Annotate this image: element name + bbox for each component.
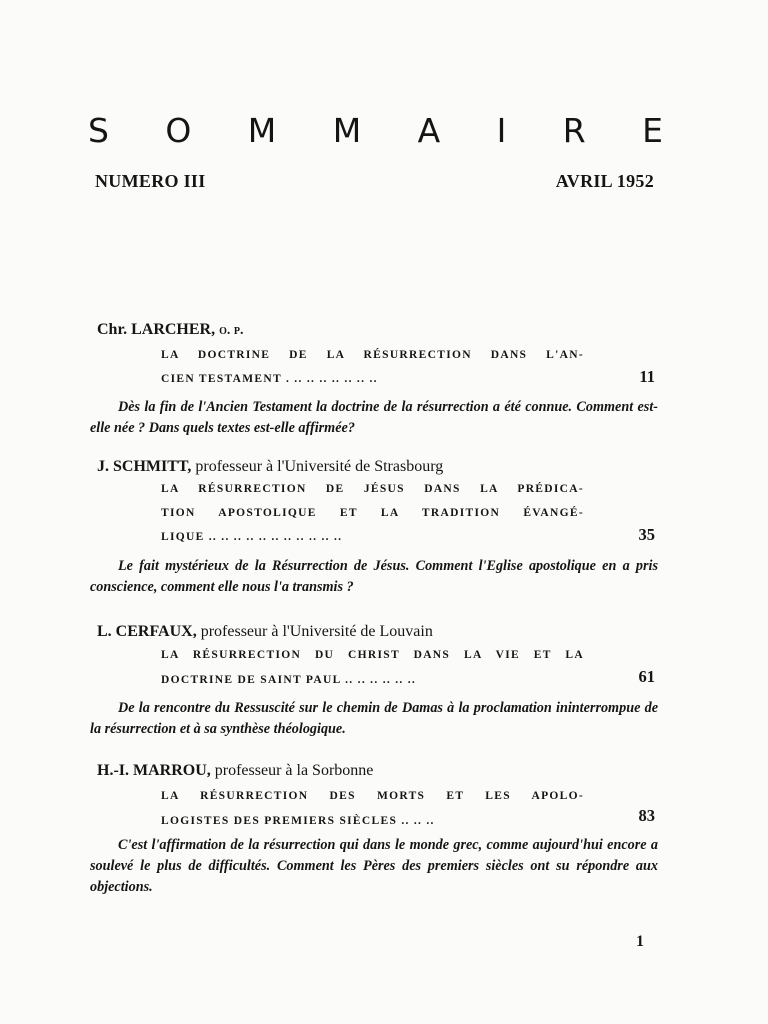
article-page-number: 61 (638, 667, 655, 686)
article-summary: Dès la fin de l'Ancien Testament la doctrine de la résurrection a été connue. Comment est-elle née ? Dans quels textes est-elle affirmée? (90, 399, 658, 436)
author-role: professeur à l'Université de Strasbourg (195, 458, 444, 475)
article-title-line: DOCTRINE DE SAINT PAUL .. .. .. .. .. .. (161, 674, 417, 686)
article-title-line: LA DOCTRINE DE LA RÉSURRECTION DANS L'AN- (161, 349, 584, 361)
article-summary: Le fait mystérieux de la Résurrection de Jésus. Comment l'Eglise apostolique en a pris conscience, comment elle nous l'a transmis ? (90, 558, 658, 595)
article-title-line: LA RÉSURRECTION DU CHRIST DANS LA VIE ET LA (161, 649, 584, 661)
author-name: H.-I. MARROU, (97, 762, 211, 779)
article-summary: C'est l'affirmation de la résurrection qui dans le monde grec, comme aujourd'hui encore a soulevé le plus de difficultés. Comment les Pères des premiers siècles ont su répondre aux objections. (90, 837, 658, 895)
author-role: professeur à l'Université de Louvain (200, 623, 433, 640)
article-summary: De la rencontre du Ressuscité sur le chemin de Damas à la proclamation ininterrompue de la résurrection et à sa synthèse théologique. (90, 700, 658, 737)
article-page-number: 35 (638, 525, 655, 544)
article-title-line: CIEN TESTAMENT . .. .. .. .. .. .. .. (161, 373, 378, 385)
title-letter: M (247, 110, 277, 150)
author-name: Chr. LARCHER, (97, 321, 216, 338)
page-folio: 1 (636, 933, 644, 950)
article-title-line: LIQUE .. .. .. .. .. .. .. .. .. .. .. (161, 531, 343, 543)
page-title (88, 108, 663, 152)
author-name: J. SCHMITT, (97, 458, 192, 475)
author-name: L. CERFAUX, (97, 623, 197, 640)
article-author (97, 762, 373, 780)
title-letter: E (642, 110, 663, 150)
title-letter: I (496, 110, 507, 150)
author-role: professeur à la Sorbonne (214, 762, 374, 779)
author-role: o. p. (219, 323, 244, 338)
issue-number: NUMERO III (95, 171, 206, 191)
title-letter: A (417, 110, 441, 150)
article-author (97, 623, 433, 641)
article-title-line: TION APOSTOLIQUE ET LA TRADITION ÉVANGÉ- (161, 507, 584, 519)
title-letter: S (88, 110, 109, 150)
article-author (97, 321, 243, 339)
article-page-number: 83 (638, 806, 655, 825)
title-letter: O (165, 110, 192, 150)
issue-date: AVRIL 1952 (555, 171, 654, 191)
article-title-line: LOGISTES DES PREMIERS SIÈCLES .. .. .. (161, 815, 435, 827)
article-title-line: LA RÉSURRECTION DES MORTS ET LES APOLO- (161, 790, 584, 802)
article-title-line: LA RÉSURRECTION DE JÉSUS DANS LA PRÉDICA- (161, 483, 584, 495)
title-letter: M (332, 110, 362, 150)
article-page-number: 11 (639, 367, 655, 386)
title-letter: R (562, 110, 586, 150)
article-author (97, 458, 443, 476)
